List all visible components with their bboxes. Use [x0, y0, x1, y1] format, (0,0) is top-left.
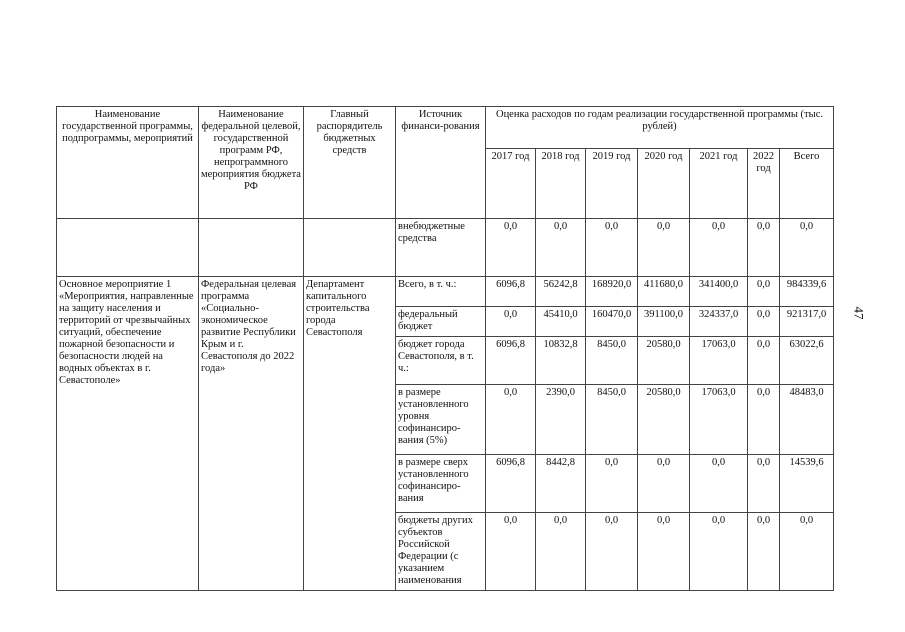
value-cell: 324337,0: [690, 307, 748, 337]
header-year-2017: 2017 год: [486, 149, 536, 219]
value-cell: 0,0: [748, 385, 780, 455]
header-program: Наименование государственной программы, подпрограммы, мероприятий: [57, 107, 199, 219]
budget-table: [56, 106, 834, 591]
value-cell: 0,0: [638, 513, 690, 591]
value-cell: 20580,0: [638, 385, 690, 455]
value-cell: 0,0: [586, 513, 638, 591]
value-cell: 0,0: [486, 513, 536, 591]
funding-source: в размере установленного уровня софинансиро-вания (5%): [396, 385, 486, 455]
header-year-2020: 2020 год: [638, 149, 690, 219]
value-cell: 0,0: [780, 513, 834, 591]
value-cell: 0,0: [486, 219, 536, 277]
value-cell: 0,0: [748, 455, 780, 513]
value-cell: 6096,8: [486, 277, 536, 307]
header-federal-program: Наименование федеральной целевой, государственной программ РФ, непрограммного мероприятия бюджета РФ: [199, 107, 304, 219]
funding-source: в размере сверх установленного софинансиро-вания: [396, 455, 486, 513]
header-year-2019: 2019 год: [586, 149, 638, 219]
activity-name: Основное мероприятие 1 «Мероприятия, направленные на защиту населения и территорий от чрезвычайных ситуаций, обеспечение пожарной безопасности и безопасности людей на водных объектах в г. Севастополе»: [57, 277, 199, 591]
funding-source: бюджет города Севастополя, в т. ч.:: [396, 337, 486, 385]
funding-source: Всего, в т. ч.:: [396, 277, 486, 307]
federal-program-name: Федеральная целевая программа «Социально-экономическое развитие Республики Крым и г. Севастополя до 2022 года»: [199, 277, 304, 591]
value-cell: 0,0: [586, 455, 638, 513]
value-cell: 17063,0: [690, 337, 748, 385]
value-cell: 0,0: [638, 455, 690, 513]
value-cell: 20580,0: [638, 337, 690, 385]
header-year-2018: 2018 год: [536, 149, 586, 219]
value-cell: 921317,0: [780, 307, 834, 337]
header-budget-manager: Главный распорядитель бюджетных средств: [304, 107, 396, 219]
header-funding-source: Источник финанси-рования: [396, 107, 486, 219]
value-cell: 48483,0: [780, 385, 834, 455]
value-cell: 6096,8: [486, 337, 536, 385]
header-year-2021: 2021 год: [690, 149, 748, 219]
value-cell: 411680,0: [638, 277, 690, 307]
table-row: [57, 219, 834, 277]
value-cell: 168920,0: [586, 277, 638, 307]
value-cell: 0,0: [748, 219, 780, 277]
value-cell: 0,0: [536, 513, 586, 591]
funding-source: внебюджетные средства: [396, 219, 486, 277]
value-cell: 160470,0: [586, 307, 638, 337]
value-cell: 17063,0: [690, 385, 748, 455]
table-row: [57, 277, 834, 307]
page-number: 47: [851, 306, 867, 320]
value-cell: 2390,0: [536, 385, 586, 455]
value-cell: 8442,8: [536, 455, 586, 513]
value-cell: 8450,0: [586, 337, 638, 385]
value-cell: 14539,6: [780, 455, 834, 513]
value-cell: 0,0: [690, 455, 748, 513]
header-year-2022: 2022 год: [748, 149, 780, 219]
budget-manager-name: Департамент капитального строительства города Севастополя: [304, 277, 396, 591]
value-cell: 0,0: [486, 307, 536, 337]
value-cell: 6096,8: [486, 455, 536, 513]
value-cell: 0,0: [586, 219, 638, 277]
value-cell: 0,0: [690, 219, 748, 277]
value-cell: 984339,6: [780, 277, 834, 307]
header-expense-estimate: Оценка расходов по годам реализации государственной программы (тыс. рублей): [486, 107, 834, 149]
value-cell: 341400,0: [690, 277, 748, 307]
value-cell: 0,0: [748, 513, 780, 591]
value-cell: 0,0: [748, 337, 780, 385]
value-cell: 0,0: [638, 219, 690, 277]
value-cell: 63022,6: [780, 337, 834, 385]
funding-source: бюджеты других субъектов Российской Федерации (с указанием наименования: [396, 513, 486, 591]
value-cell: 0,0: [536, 219, 586, 277]
value-cell: 10832,8: [536, 337, 586, 385]
value-cell: 0,0: [748, 277, 780, 307]
value-cell: 8450,0: [586, 385, 638, 455]
value-cell: 0,0: [780, 219, 834, 277]
header-total: Всего: [780, 149, 834, 219]
value-cell: 45410,0: [536, 307, 586, 337]
value-cell: 0,0: [690, 513, 748, 591]
value-cell: 56242,8: [536, 277, 586, 307]
value-cell: 391100,0: [638, 307, 690, 337]
funding-source: федеральный бюджет: [396, 307, 486, 337]
value-cell: 0,0: [748, 307, 780, 337]
value-cell: 0,0: [486, 385, 536, 455]
